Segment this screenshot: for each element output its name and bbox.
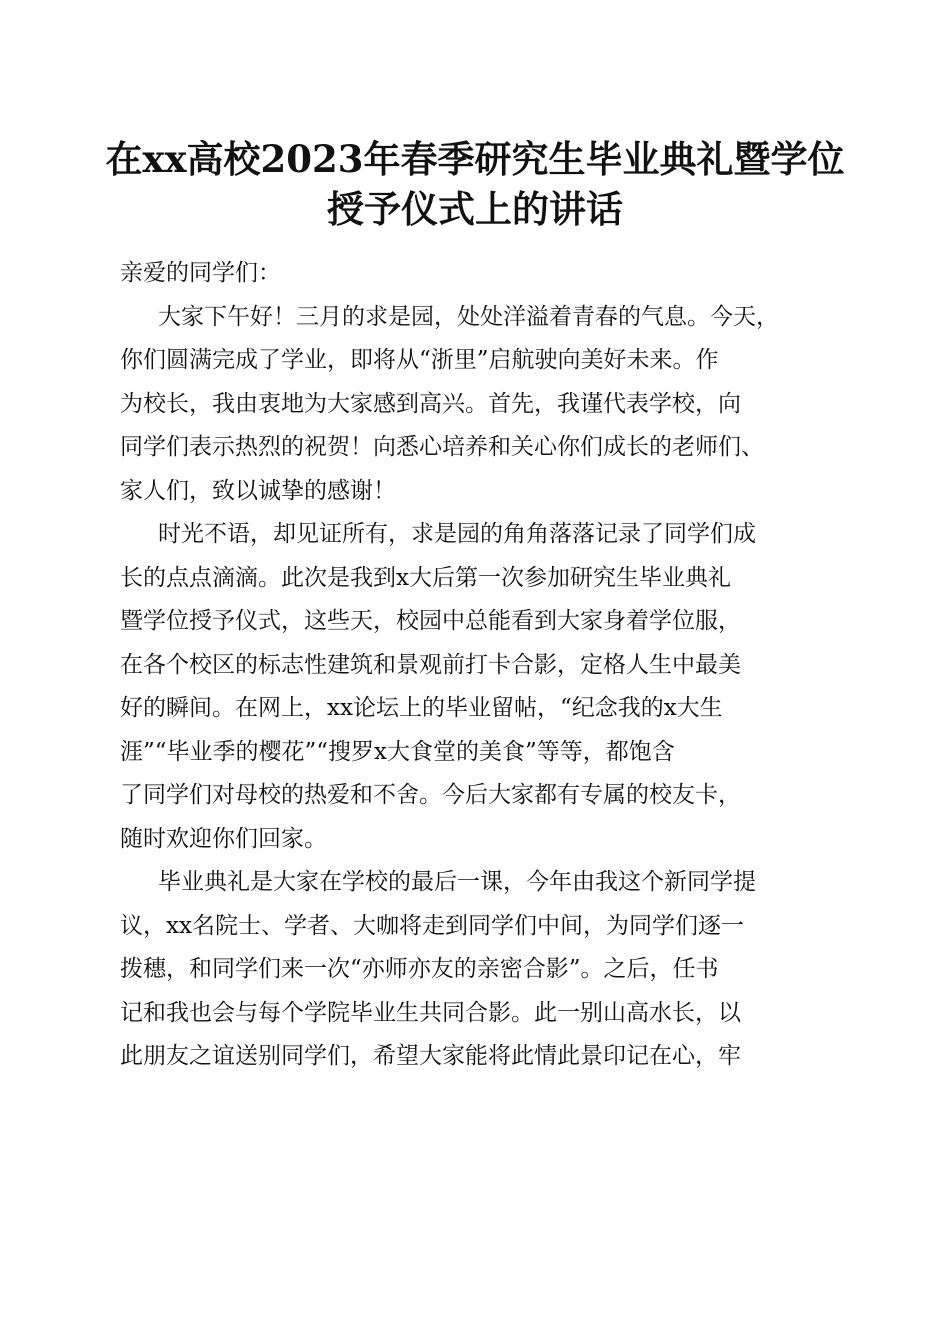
paragraph-line: 你们圆满完成了学业，即将从“浙里”启航驶向美好未来。作 [120,347,719,373]
paragraph-line: 毕业典礼是大家在学校的最后一课，今年由我这个新同学提 [158,869,756,895]
paragraph-line: 在各个校区的标志性建筑和景观前打卡合影，定格人生中最美 [120,651,741,678]
paragraph-1 [120,296,835,514]
paragraph-line: 涯”“毕业季的樱花”“搜罗x大食堂的美食”等等，都饱含 [120,738,675,765]
paragraph-line: 为校长，我由衷地为大家感到高兴。首先，我谨代表学校，向 [120,390,741,417]
paragraph-line: 同学们表示热烈的祝贺！向悉心培养和关心你们成长的老师们、 [120,434,764,460]
paragraph-line: 家人们，致以诚挚的感谢！ [120,477,396,504]
paragraph-line: 拨穗，和同学们来一次“亦师亦友的亲密合影”。之后，任书 [120,956,719,982]
paragraph-line: 长的点点滴滴。此次是我到x大后第一次参加研究生毕业典礼 [120,564,731,591]
paragraph-line: 随时欢迎你们回家。 [120,825,327,852]
title-line-2: 授予仪式上的讲话 [327,187,623,231]
paragraph-3 [120,861,835,1079]
document-title [100,134,850,234]
paragraph-line: 时光不语，却见证所有，求是园的角角落落记录了同学们成 [158,521,756,547]
document-body [120,252,835,1079]
paragraph-line: 好的瞬间。在网上，xx论坛上的毕业留帖，“纪念我的x大生 [120,695,723,721]
paragraph-line: 议，xx名院士、学者、大咖将走到同学们中间，为同学们逐一 [120,912,744,939]
paragraph-line: 此朋友之谊送别同学们，希望大家能将此情此景印记在心，牢 [120,1043,741,1069]
paragraph-line: 暨学位授予仪式，这些天，校园中总能看到大家身着学位服， [120,608,741,634]
paragraph-line: 大家下午好！三月的求是园，处处洋溢着青春的气息。今天， [158,303,779,330]
paragraph-line: 了同学们对母校的热爱和不舍。今后大家都有专属的校友卡， [120,782,741,808]
paragraph-2 [120,513,835,861]
paragraph-line: 记和我也会与每个学院毕业生共同合影。此一别山高水长，以 [120,999,741,1026]
salutation: 亲爱的同学们： [120,260,281,286]
title-line-1: 在xx高校2023年春季研究生毕业典礼暨学位 [105,137,845,181]
